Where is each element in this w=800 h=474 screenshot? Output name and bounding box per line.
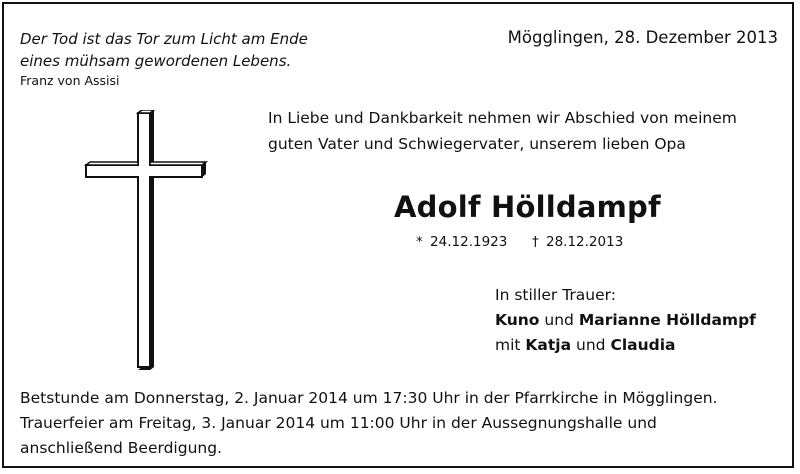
death-date: 28.12.2013 <box>545 234 624 250</box>
quote <box>20 28 308 72</box>
birth-date: 24.12.1923 <box>430 234 508 250</box>
conjunction: und <box>576 336 606 354</box>
mourner-name: Claudia <box>610 336 676 354</box>
intro-line-1: In Liebe und Dankbarkeit nehmen wir Abschied von meinem <box>268 109 737 127</box>
death-symbol: † <box>531 234 539 250</box>
prefix: mit <box>495 336 521 354</box>
intro-line-2: guten Vater und Schwiegervater, unserem lieben Opa <box>268 135 686 153</box>
intro-text <box>268 105 737 157</box>
mourner-name: Katja <box>525 336 572 354</box>
cross-icon <box>84 110 214 372</box>
mourners-heading: In stiller Trauer: <box>495 286 616 304</box>
place-date: Mögglingen, 28. Dezember 2013 <box>507 28 778 47</box>
mourner-name: Kuno <box>495 311 540 329</box>
mourners-line-2 <box>495 308 756 333</box>
life-dates <box>416 233 623 251</box>
service-info <box>20 386 718 461</box>
mourner-name: Marianne Hölldampf <box>578 311 756 329</box>
conjunction: und <box>544 311 574 329</box>
birth-symbol: * <box>416 234 423 250</box>
service-line-1: Betstunde am Donnerstag, 2. Januar 2014 um 17:30 Uhr in der Pfarrkirche in Mögglingen. <box>20 389 718 407</box>
quote-line-2: eines mühsam gewordenen Lebens. <box>20 52 292 70</box>
quote-author: Franz von Assisi <box>20 73 120 88</box>
mourners <box>495 283 756 358</box>
service-line-3: anschließend Beerdigung. <box>20 439 222 457</box>
quote-line-1: Der Tod ist das Tor zum Licht am Ende <box>20 30 308 48</box>
mourners-line-3 <box>495 333 756 358</box>
deceased-name: Adolf Hölldampf <box>394 190 661 224</box>
service-line-2: Trauerfeier am Freitag, 3. Januar 2014 um 11:00 Uhr in der Aussegnungshalle und <box>20 414 657 432</box>
